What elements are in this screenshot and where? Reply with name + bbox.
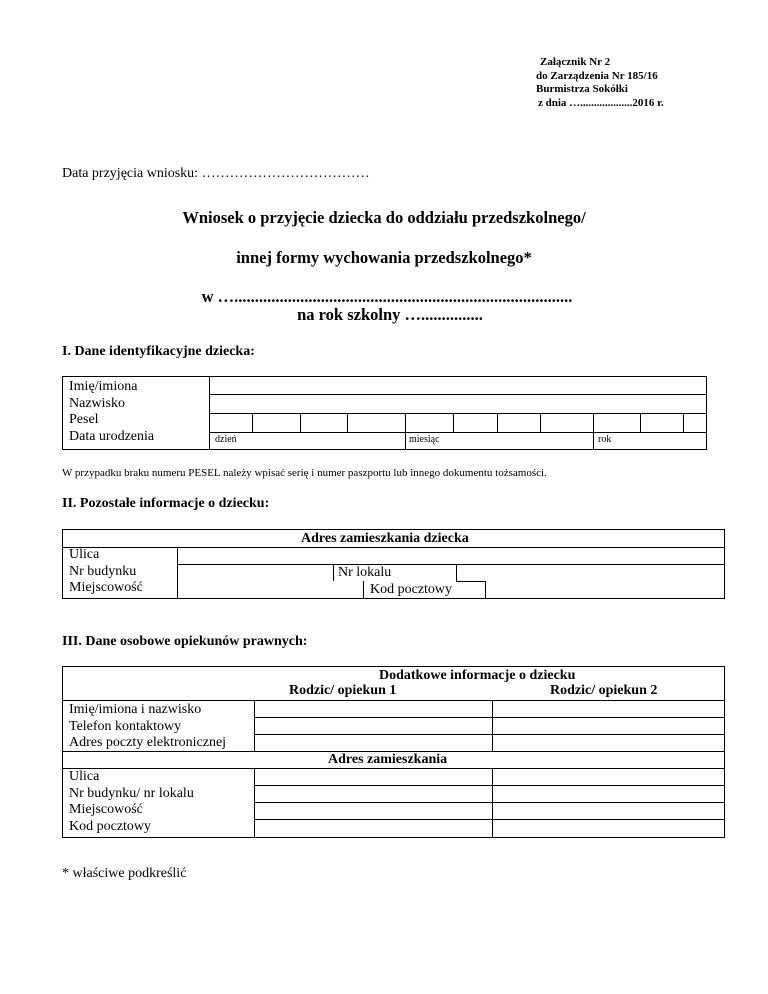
pesel-field[interactable] [210, 414, 706, 432]
parent-2-header: Rodzic/ opiekun 2 [550, 683, 658, 698]
birth-year-field[interactable] [594, 433, 706, 449]
postal-code-label: Kod pocztowy [370, 582, 453, 597]
child-address-labels [69, 547, 143, 597]
label-guardian-name: Imię/imiona i nazwisko [69, 702, 202, 717]
guardians-table [62, 666, 725, 838]
label-guardian-building: Nr budynku/ nr lokalu [69, 785, 194, 801]
pesel-note: W przypadku braku numeru PESEL należy wpisać serię i numer paszportu lub innego dokumentu tożsamości. [62, 467, 547, 479]
label-guardian-email: Adres poczty elektronicznej [69, 735, 227, 750]
annex-header [536, 56, 664, 110]
month-label: miesiąc [409, 434, 440, 445]
day-label: dzień [215, 434, 237, 445]
guardian-2-building-field[interactable] [493, 786, 724, 802]
child-town-field[interactable] [178, 582, 363, 598]
guardian-2-street-field[interactable] [493, 769, 724, 785]
label-pesel: Pesel [69, 412, 99, 427]
birth-day-field[interactable] [210, 433, 405, 449]
guardian-1-town-field[interactable] [255, 803, 492, 819]
form-title-line-1: Wniosek o przyjęcie dziecka do oddziału przedszkolnego/ [182, 208, 586, 227]
guardian-1-phone-field[interactable] [255, 718, 492, 734]
guardian-1-building-field[interactable] [255, 786, 492, 802]
footnote: * właściwe podkreślić [62, 866, 187, 881]
guardian-1-email-field[interactable] [255, 735, 492, 751]
child-address-header: Adres zamieszkania dziecka [301, 531, 469, 546]
receipt-date-line: Data przyjęcia wniosku: ……………………………… [62, 166, 370, 181]
form-title-line-2: innej formy wychowania przedszkolnego* [236, 248, 532, 267]
label-guardian-postal: Kod pocztowy [69, 818, 152, 834]
form-title-line-4: na rok szkolny …............... [297, 305, 483, 324]
label-guardian-street: Ulica [69, 769, 100, 784]
surname-field[interactable] [210, 395, 706, 413]
child-identification-table [62, 376, 707, 450]
annex-line-3: Burmistrza Sokółki [536, 83, 628, 95]
guardian-2-name-field[interactable] [493, 701, 724, 717]
section-1-heading: I. Dane identyfikacyjne dziecka: [62, 344, 255, 359]
label-guardian-town: Miejscowość [69, 802, 143, 817]
child-address-table [62, 529, 725, 599]
child-street-field[interactable] [178, 548, 724, 564]
guardian-address-header: Adres zamieszkania [328, 752, 448, 767]
annex-line-1: Załącznik Nr 2 [540, 56, 611, 68]
child-unit-field[interactable] [457, 565, 724, 581]
guardian-2-town-field[interactable] [493, 803, 724, 819]
section-3-heading: III. Dane osobowe opiekunów prawnych: [62, 634, 308, 649]
guardian-labels [69, 702, 226, 752]
additional-info-header: Dodatkowe informacje o dziecku [379, 668, 576, 683]
birth-month-field[interactable] [406, 433, 593, 449]
guardian-2-phone-field[interactable] [493, 718, 724, 734]
label-guardian-phone: Telefon kontaktowy [69, 718, 182, 734]
parent-1-header: Rodzic/ opiekun 1 [289, 683, 397, 698]
guardian-2-email-field[interactable] [493, 735, 724, 751]
child-postal-field[interactable] [486, 582, 724, 598]
unit-number-label: Nr lokalu [338, 565, 392, 580]
section-2-heading: II. Pozostałe informacje o dziecku: [62, 496, 270, 511]
form-title-line-3: w ….................................................................................. [201, 287, 573, 306]
label-building: Nr budynku [69, 563, 137, 579]
label-first-name: Imię/imiona [69, 379, 138, 394]
child-building-field[interactable] [178, 565, 333, 581]
guardian-address-labels [69, 769, 194, 835]
year-label: rok [598, 434, 612, 445]
first-name-field[interactable] [210, 377, 706, 394]
label-birth-date: Data urodzenia [69, 428, 155, 444]
label-town: Miejscowość [69, 580, 143, 595]
label-street: Ulica [69, 547, 100, 562]
annex-line-4: z dnia …...................2016 r. [538, 96, 664, 109]
guardian-1-street-field[interactable] [255, 769, 492, 785]
child-labels [69, 379, 154, 445]
guardian-2-postal-field[interactable] [493, 820, 724, 837]
guardian-1-name-field[interactable] [255, 701, 492, 717]
guardian-1-postal-field[interactable] [255, 820, 492, 837]
label-surname: Nazwisko [69, 395, 125, 411]
annex-line-2: do Zarządzenia Nr 185/16 [536, 69, 658, 82]
